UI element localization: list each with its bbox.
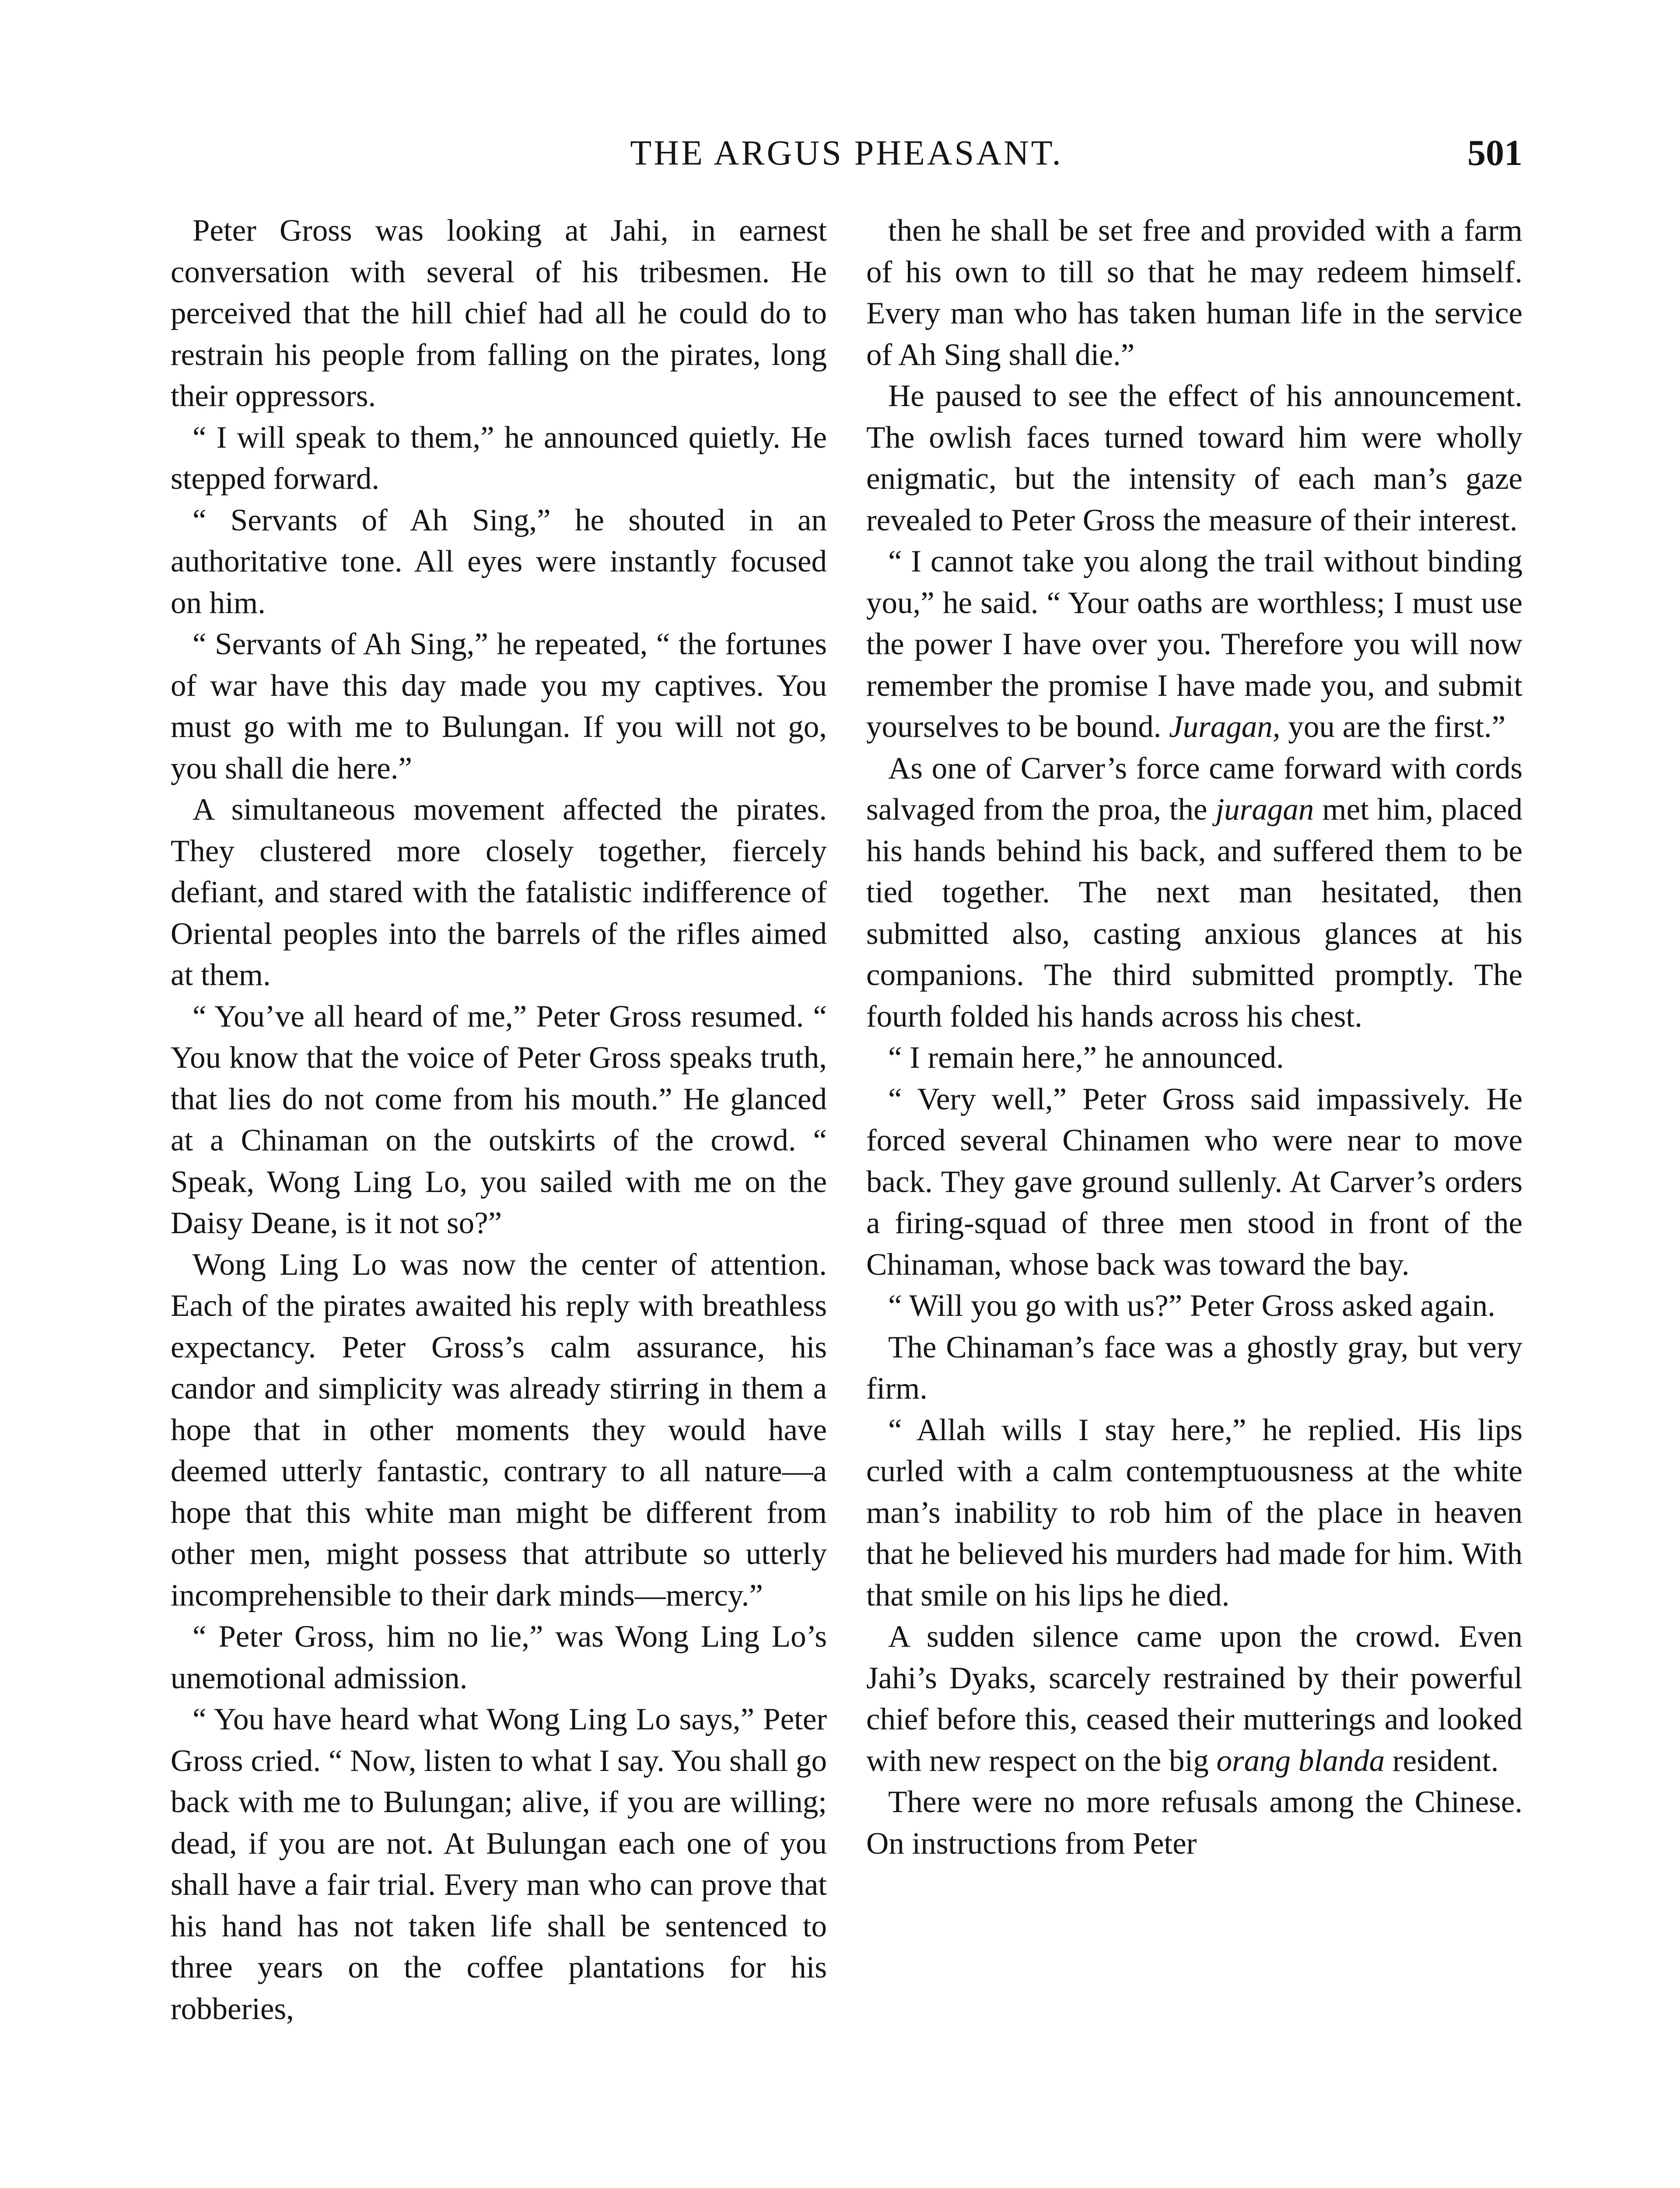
paragraph: “ Very well,” Peter Gross said impassively. He forced several Chinamen who were near to move back. They gave ground sullenly. At Carver’s orders a firing-squad of three men stood in front of the Chinaman, whose back was toward the bay. — [866, 1082, 1522, 1282]
paragraph: “ Peter Gross, him no lie,” was Wong Ling Lo’s unemotional admission. — [171, 1620, 827, 1695]
text-columns — [171, 210, 1522, 2188]
paragraph: “ Will you go with us?” Peter Gross asked again. — [888, 1289, 1495, 1323]
italic-word: orang blanda — [1216, 1743, 1385, 1778]
paragraph: “ Servants of Ah Sing,” he repeated, “ the fortunes of war have this day made you my captives. You must go with me to Bulungan. If you will not go, you shall die here.” — [171, 627, 827, 785]
paragraph: “ You have heard what Wong Ling Lo says,” Peter Gross cried. “ Now, listen to what I say. You shall go back with me to Bulungan; alive, if you are willing; dead, if you are not. At Bulungan each one of you shall have a fair trial. Every man who can prove that his hand has not taken life shall be sentenced to three years on the coffee plantations for his robberies, — [171, 1702, 827, 2026]
paragraph — [866, 541, 1522, 748]
paragraph: Wong Ling Lo was now the center of attention. Each of the pirates awaited his reply with breathless expectancy. Peter Gross’s calm assurance, his candor and simplicity was already stirring in them a hope that in other moments they would have deemed utterly fantastic, contrary to all nature—a hope that this white man might be different from other men, might possess that attribute so utterly incomprehensible to their dark minds—mercy.” — [171, 1247, 827, 1613]
paragraph: Peter Gross was looking at Jahi, in earnest conversation with several of his tribesmen. He perceived that the hill chief had all he could do to restrain his people from falling on the pirates, long their oppressors. — [171, 214, 827, 413]
page-number: 501 — [1467, 133, 1522, 173]
paragraph-text: “ I cannot take you along the trail without binding you,” he said. “ Your oaths are worthless; I must use the power I have over you. Therefore you will now remember the promise I have made you, and submit yourselves to be bound. — [866, 544, 1522, 744]
paragraph-text: resident. — [1385, 1743, 1499, 1778]
running-title: THE ARGUS PHEASANT. — [630, 134, 1063, 172]
page-header — [171, 127, 1522, 188]
paragraph — [866, 748, 1522, 1038]
paragraph-text: As one of Carver’s force came forward with cords salvaged from the proa, the — [866, 751, 1522, 827]
left-column — [171, 210, 827, 2188]
paragraph: A simultaneous movement affected the pirates. They clustered more closely together, fiercely defiant, and stared with the fatalistic indifference of Oriental peoples into the barrels of the rifles aimed at them. — [171, 792, 827, 992]
paragraph-text: A sudden silence came upon the crowd. Even Jahi’s Dyaks, scarcely restrained by their powerful chief before this, ceased their mutterings and looked with new respect on the big — [866, 1620, 1522, 1778]
right-column — [866, 210, 1522, 2188]
paragraph-text: you are the first.” — [1280, 710, 1506, 744]
paragraph-text: met him, placed his hands behind his back, and suffered them to be tied together. The next man hesitated, then submitted also, casting anxious glances at his companions. The third submitted promptly. The fourth folded his hands across his chest. — [866, 792, 1522, 1034]
paragraph — [866, 1616, 1522, 1781]
paragraph: There were no more refusals among the Chinese. On instructions from Peter — [866, 1785, 1522, 1861]
paragraph: The Chinaman’s face was a ghostly gray, but very firm. — [866, 1330, 1522, 1406]
italic-word: Juragan, — [1169, 710, 1281, 744]
paragraph: “ I will speak to them,” he announced quietly. He stepped forward. — [171, 420, 827, 496]
paragraph: He paused to see the effect of his announcement. The owlish faces turned toward him were wholly enigmatic, but the intensity of each man’s gaze revealed to Peter Gross the measure of their interest. — [866, 379, 1522, 537]
italic-word: juragan — [1215, 792, 1314, 827]
paragraph: “ I remain here,” he announced. — [888, 1041, 1284, 1075]
paragraph: “ Allah wills I stay here,” he replied. His lips curled with a calm contemptuousness at the white man’s inability to rob him of the place in heaven that he believed his murders had made for him. With that smile on his lips he died. — [866, 1413, 1522, 1613]
paragraph: “ You’ve all heard of me,” Peter Gross resumed. “ You know that the voice of Peter Gross speaks truth, that lies do not come from his mouth.” He glanced at a Chinaman on the outskirts of the crowd. “ Speak, Wong Ling Lo, you sailed with me on the Daisy Deane, is it not so?” — [171, 999, 827, 1240]
paragraph: “ Servants of Ah Sing,” he shouted in an authoritative tone. All eyes were instantly focused on him. — [171, 503, 827, 620]
paragraph: then he shall be set free and provided with a farm of his own to till so that he may redeem himself. Every man who has taken human life in the service of Ah Sing shall die.” — [866, 214, 1522, 372]
